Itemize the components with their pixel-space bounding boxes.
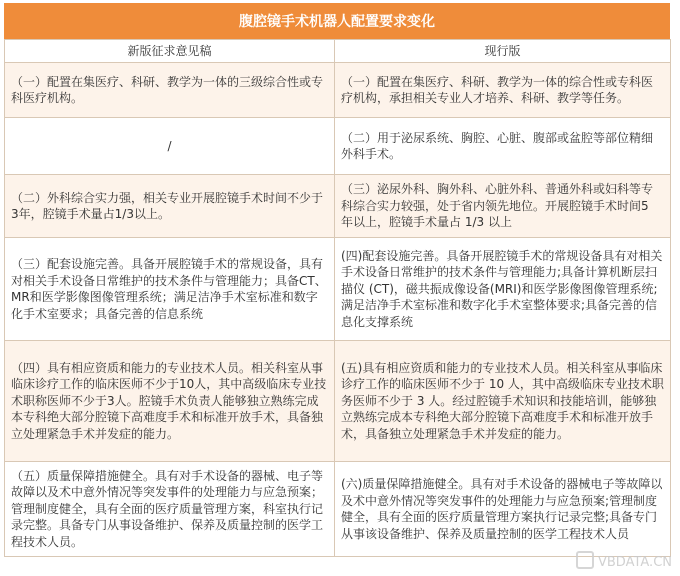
cell-current: （一）配置在集医疗、科研、教学为一体的综合性或专科医疗机构，承担相关专业人才培养、科研、教学等任务。 (335, 63, 671, 118)
cell-new: （三）配套设施完善。具备开展腔镜手术的常规设备，具有对相关手术设备日常维护的技术条件与管理能力；具备CT、MR和医学影像图像管理系统；满足洁净手术室标准和数字化手术室要求；具备完善的信息系统 (5, 238, 335, 341)
watermark (576, 551, 672, 570)
table-row (5, 118, 671, 175)
cell-new: （二）外科综合实力强，相关专业开展腔镜手术时间不少于3年，腔镜手术量占1/3以上。 (5, 175, 335, 238)
table-row (5, 462, 671, 557)
watermark-text: VBDATA.CN (597, 555, 672, 570)
cell-current: (四)配套设施完善。具备开展腔镜手术的常规设备具有对相关手术设备日常维护的技术条件与管理能力;具备计算机断层扫描仪 (CT)，磁共振成像设备(MRI)和医学影像图像管理系统;满足洁净手术室标准和数字化手术室整体要求;具备完善的信息化支撑系统 (335, 238, 671, 341)
cell-current: (五)具有相应资质和能力的专业技术人员。相关科室从事临床诊疗工作的临床医师不少于 10 人，其中高级临床专业技术职务医师不少于 3 人。经过腔镜手术知识和技能培训，能够独立熟练完成本专科绝大部分腔镜下高难度手术和标准开放手术，具备独立处理紧急手术并发症的能力。 (335, 341, 671, 462)
table-row (5, 63, 671, 118)
comparison-table (4, 39, 671, 557)
cell-new: / (5, 118, 335, 175)
cell-new: （一）配置在集医疗、科研、教学为一体的三级综合性或专科医疗机构。 (5, 63, 335, 118)
cell-new: （五）质量保障措施健全。具有对手术设备的器械、电子等故障以及术中意外情况等突发事件的处理能力与应急预案；管理制度健全，具有全面的医疗质量管理方案，科室执行记录完整。具备专门从事设备维护、保养及质量控制的医学工程技术人员。 (5, 462, 335, 557)
cell-current: （二）用于泌尿系统、胸腔、心脏、腹部或盆腔等部位精细外科手术。 (335, 118, 671, 175)
watermark-logo-icon (576, 551, 594, 569)
header-current: 现行版 (335, 40, 671, 63)
header-row (5, 40, 671, 63)
cell-current: （三）泌尿外科、胸外科、心脏外科、普通外科或妇科等专科综合实力较强，处于省内领先地位。开展腔镜手术时间5 年以上，腔镜手术量占 1/3 以上 (335, 175, 671, 238)
cell-new: （四）具有相应资质和能力的专业技术人员。相关科室从事临床诊疗工作的临床医师不少于10人，其中高级临床专业技术职称医师不少于3人。腔镜手术负责人能够独立熟练完成本专科绝大部分腔镜下高难度手术和标准开放手术，具备独立处理紧急手术并发症的能力。 (5, 341, 335, 462)
cell-current: (六)质量保障措施健全。具有对手术设备的器械电子等故障以及术中意外情况等突发事件的处理能力与应急预案;管理制度健全，具有全面的医疗质量管理方案执行记录完整;具备专门从事该设备维护、保养及质量控制的医学工程技术人员 (335, 462, 671, 557)
table-row (5, 238, 671, 341)
table-row (5, 175, 671, 238)
table-title: 腹腔镜手术机器人配置要求变化 (4, 3, 670, 39)
header-new-draft: 新版征求意见稿 (5, 40, 335, 63)
table-row (5, 341, 671, 462)
